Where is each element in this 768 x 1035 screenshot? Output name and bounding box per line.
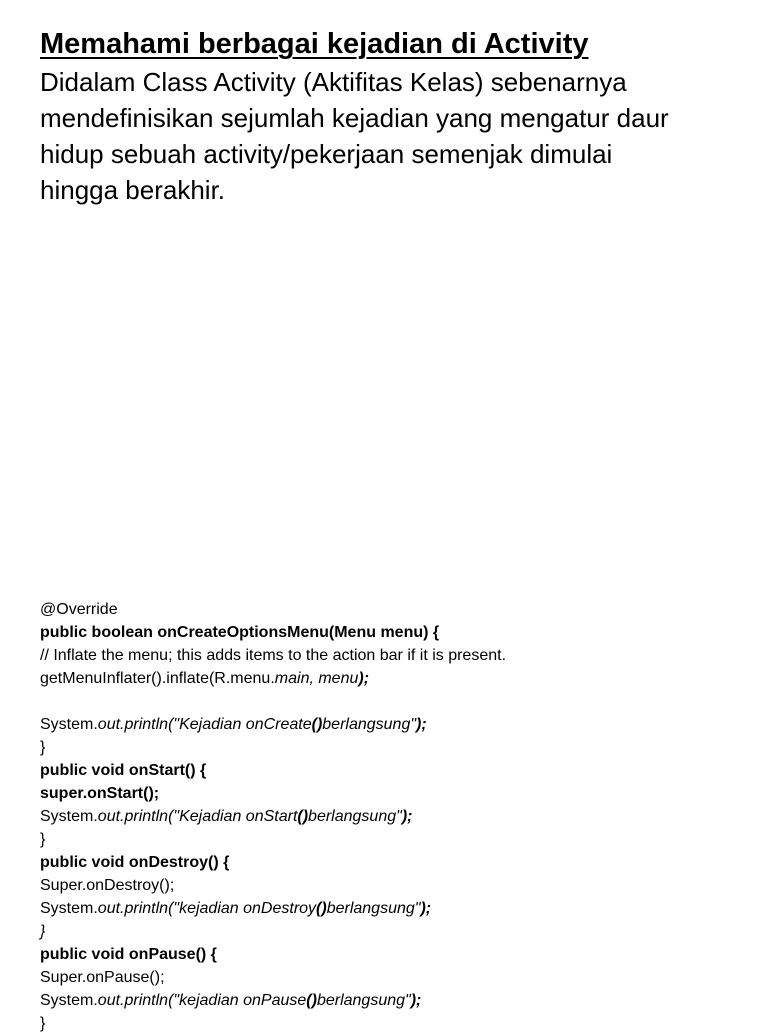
code-line-inflate: getMenuInflater().inflate(R.menu.main, menu); xyxy=(40,670,370,687)
code-block xyxy=(40,598,740,1035)
code-line-close-brace: } xyxy=(40,739,46,756)
intro-paragraph xyxy=(40,64,730,208)
code-line-println-create: System.out.println("Kejadian onCreate()berlangsung"); xyxy=(40,716,427,733)
code-line-println-start: System.out.println("Kejadian onStart()berlangsung"); xyxy=(40,808,413,825)
code-line-blank xyxy=(40,690,740,713)
code-line-println-pause: System.out.println("kejadian onPause()berlangsung"); xyxy=(40,992,422,1009)
code-line-create-signature: public boolean onCreateOptionsMenu(Menu menu) { xyxy=(40,624,440,641)
intro-line: hingga berakhir. xyxy=(40,175,226,205)
code-line-close-brace: } xyxy=(40,923,46,940)
intro-line: Didalam Class Activity (Aktifitas Kelas) sebenarnya xyxy=(40,67,627,97)
intro-line: hidup sebuah activity/pekerjaan semenjak dimulai xyxy=(40,139,613,169)
code-line-println-destroy: System.out.println("kejadian onDestroy()berlangsung"); xyxy=(40,900,432,917)
code-line-comment: // Inflate the menu; this adds items to the action bar if it is present. xyxy=(40,647,507,664)
slide-title: Memahami berbagai kejadian di Activity xyxy=(40,28,589,60)
code-line-destroy-super: Super.onDestroy(); xyxy=(40,877,175,894)
code-line-destroy-signature: public void onDestroy() { xyxy=(40,854,230,871)
code-line-close-brace: } xyxy=(40,831,46,848)
code-line-start-super: super.onStart(); xyxy=(40,785,160,802)
code-line-override: @Override xyxy=(40,601,118,618)
code-line-start-signature: public void onStart() { xyxy=(40,762,207,779)
code-line-pause-super: Super.onPause(); xyxy=(40,969,165,986)
intro-line: mendefinisikan sejumlah kejadian yang mengatur daur xyxy=(40,103,669,133)
code-line-close-brace: } xyxy=(40,1015,46,1032)
code-line-pause-signature: public void onPause() { xyxy=(40,946,217,963)
